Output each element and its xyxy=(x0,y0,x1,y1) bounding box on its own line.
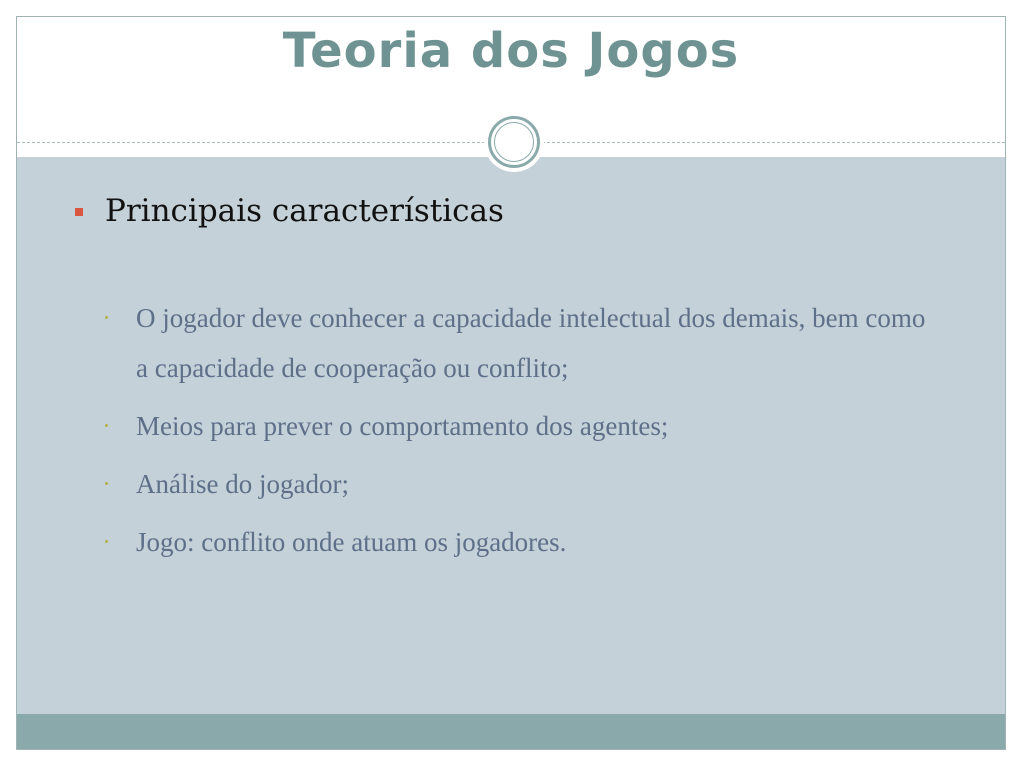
dot-bullet-icon xyxy=(105,482,108,485)
sub-bullet-item xyxy=(101,401,941,451)
sub-bullet-text: Jogo: conflito onde atuam os jogadores. xyxy=(136,527,567,557)
circle-ornament-icon xyxy=(494,122,534,162)
sub-bullet-list xyxy=(101,293,941,575)
sub-bullet-text: Análise do jogador; xyxy=(136,469,349,499)
dot-bullet-icon xyxy=(105,424,108,427)
footer-bar xyxy=(17,714,1005,749)
square-bullet-icon xyxy=(75,208,83,216)
sub-bullet-item xyxy=(101,293,941,393)
dot-bullet-icon xyxy=(105,540,108,543)
slide xyxy=(16,16,1006,750)
dot-bullet-icon xyxy=(105,316,108,319)
sub-bullet-text: O jogador deve conhecer a capacidade intelectual dos demais, bem como a capacidade de cooperação ou conflito; xyxy=(136,303,926,383)
main-bullet xyxy=(75,193,504,229)
sub-bullet-item xyxy=(101,517,941,567)
slide-title: Teoria dos Jogos xyxy=(282,23,740,79)
main-bullet-text: Principais características xyxy=(105,193,504,229)
sub-bullet-text: Meios para prever o comportamento dos agentes; xyxy=(136,411,669,441)
sub-bullet-item xyxy=(101,459,941,509)
